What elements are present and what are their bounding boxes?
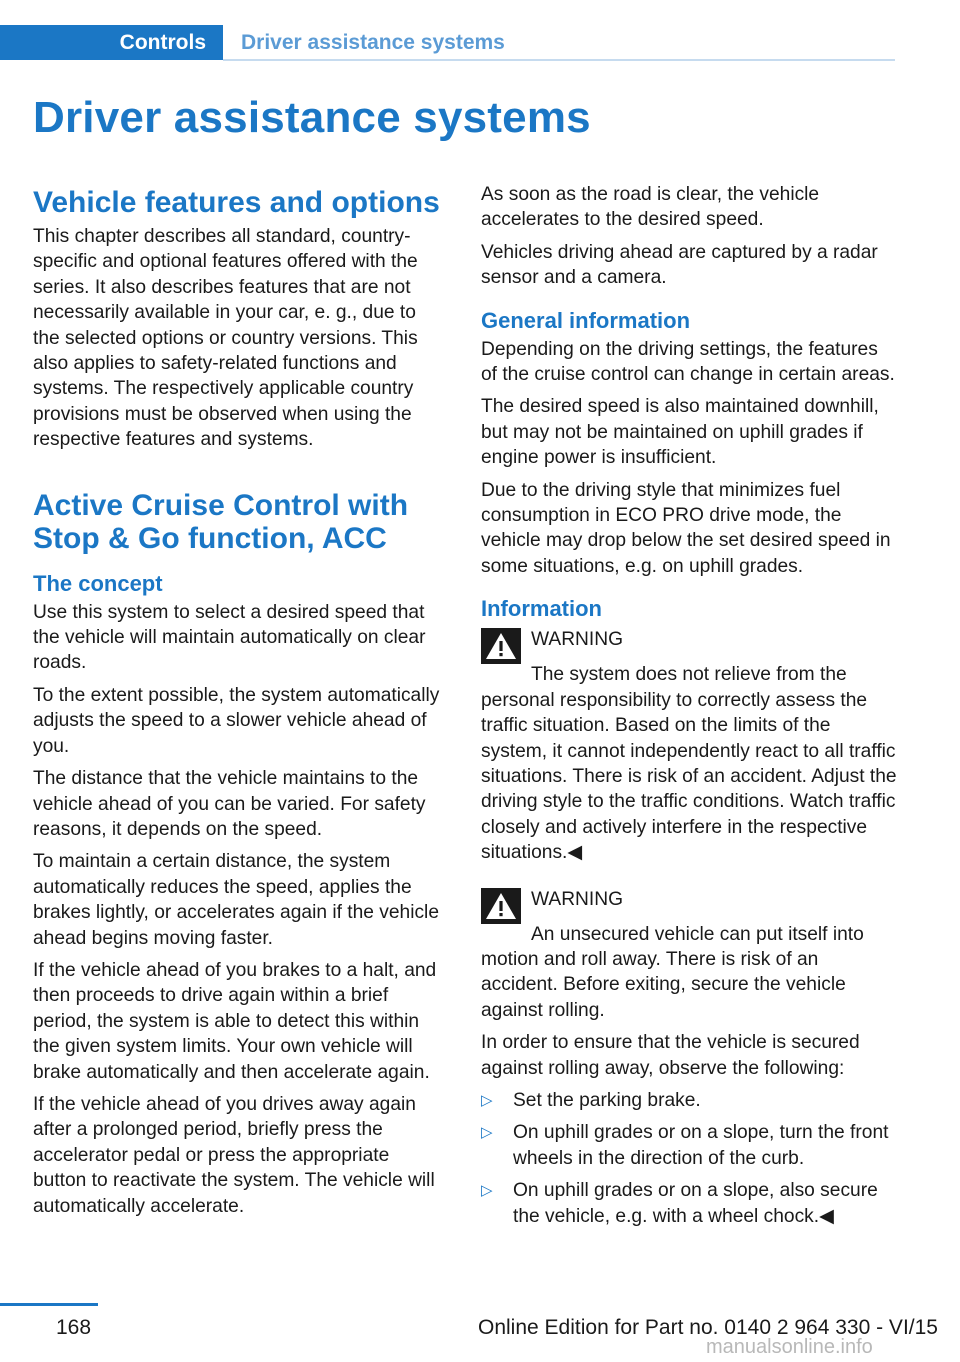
- warning-text: [481, 662, 897, 865]
- concept-paragraph: To the extent possible, the system automatically adjusts the speed to a slower vehicle ahead of you.: [33, 684, 440, 757]
- warning-text-content: The system does not relieve from the personal responsibility to correctly assess the traffic situation. Based on the limits of the system, it cannot independently react to all traffic situations. There is risk of an accident. Adjust the driving style to the traffic conditions. Watch traffic closely and actively interfere in the respective situations.◀: [481, 664, 897, 864]
- concept-paragraph: If the vehicle ahead of you drives away again after a prolonged period, briefly press the accelerator pedal or press the appropriate button to reactivate the system. The vehicle will automatically accelerate.: [33, 1093, 435, 1217]
- bullet-triangle-icon: ▷: [481, 1182, 493, 1200]
- concept-paragraph: The distance that the vehicle maintains to the vehicle ahead of you can be varied. For safety reasons, it depends on the speed.: [33, 768, 426, 840]
- warning-label: WARNING: [531, 888, 624, 910]
- subheading-general-information: General information: [481, 307, 691, 333]
- watermark: manualsonline.info: [706, 1336, 873, 1358]
- concept-paragraph: Use this system to select a desired speed that the vehicle will maintain automatically on clear roads.: [33, 601, 426, 674]
- page-header: [0, 25, 895, 62]
- heading-vehicle-features: Vehicle features and options: [33, 186, 440, 219]
- right-column: [481, 182, 897, 1236]
- warning-block: [481, 628, 897, 865]
- secure-steps-list: [481, 1088, 897, 1229]
- features-paragraph: This chapter describes all standard, country-specific and optional features offered with the series. It also describes features that are not necessarily available in your car, e. g., due to the selected options or country versions. This also applies to safety-related functions and systems. The respectively applicable country provisions must be observed when using the respective features and systems.: [33, 226, 418, 451]
- header-divider: [223, 59, 895, 61]
- list-item: [481, 1088, 897, 1113]
- general-paragraph: Depending on the driving settings, the features of the cruise control can change in certain areas.: [481, 338, 895, 386]
- footer-divider: [0, 1303, 98, 1306]
- warning-text: [481, 922, 897, 1024]
- concept-paragraph: To maintain a certain distance, the system automatically reduces the speed, applies the brakes lightly, or accelerates again if the vehicle ahead begins moving faster.: [33, 851, 439, 949]
- page-number: 168: [56, 1316, 92, 1339]
- heading-acc: Active Cruise Control with Stop & Go function, ACC: [33, 488, 409, 555]
- warning-label: WARNING: [531, 629, 624, 651]
- page-title: Driver assistance systems: [33, 93, 591, 142]
- section-label: Driver assistance systems: [241, 31, 505, 54]
- list-item-text: Set the parking brake.: [513, 1089, 701, 1111]
- concept-paragraph: If the vehicle ahead of you brakes to a halt, and then proceeds to drive again within a brief period, the system is able to detect this within the given system limits. Your own vehicle will brake automatically and then accelerate again.: [33, 959, 437, 1083]
- list-item-text: On uphill grades or on a slope, also secure the vehicle, e.g. with a wheel chock.◀: [513, 1180, 878, 1227]
- subheading-concept: The concept: [33, 570, 163, 596]
- warning-text-content: An unsecured vehicle can put itself into motion and roll away. There is risk of an accident. Before exiting, secure the vehicle against rolling.: [481, 923, 864, 1021]
- bullet-triangle-icon: ▷: [481, 1091, 493, 1109]
- edition-label: Online Edition for Part no. 0140 2 964 330 - VI/15: [478, 1316, 938, 1339]
- secure-intro-paragraph: In order to ensure that the vehicle is secured against rolling away, observe the following:: [481, 1032, 860, 1079]
- acc-paragraph: As soon as the road is clear, the vehicle accelerates to the desired speed.: [481, 184, 820, 231]
- bullet-triangle-icon: ▷: [481, 1124, 493, 1142]
- warning-block: [481, 888, 897, 1024]
- list-item: [481, 1178, 897, 1229]
- left-column: [33, 186, 447, 1226]
- general-paragraph: The desired speed is also maintained downhill, but may not be maintained on uphill grades if engine power is insufficient.: [481, 396, 879, 469]
- subheading-information: Information: [481, 596, 602, 622]
- chapter-label: Controls: [119, 30, 206, 54]
- list-item-text: On uphill grades or on a slope, turn the front wheels in the direction of the curb.: [513, 1122, 889, 1169]
- acc-paragraph: Vehicles driving ahead are captured by a radar sensor and a camera.: [481, 241, 878, 289]
- chapter-tab: [0, 25, 223, 60]
- warning-triangle-icon: [481, 888, 521, 924]
- warning-triangle-icon: [481, 628, 521, 664]
- general-paragraph: Due to the driving style that minimizes fuel consumption in ECO PRO drive mode, the vehicle may drop below the set desired speed in some situations, e.g. on uphill grades.: [481, 479, 891, 577]
- list-item: [481, 1120, 897, 1171]
